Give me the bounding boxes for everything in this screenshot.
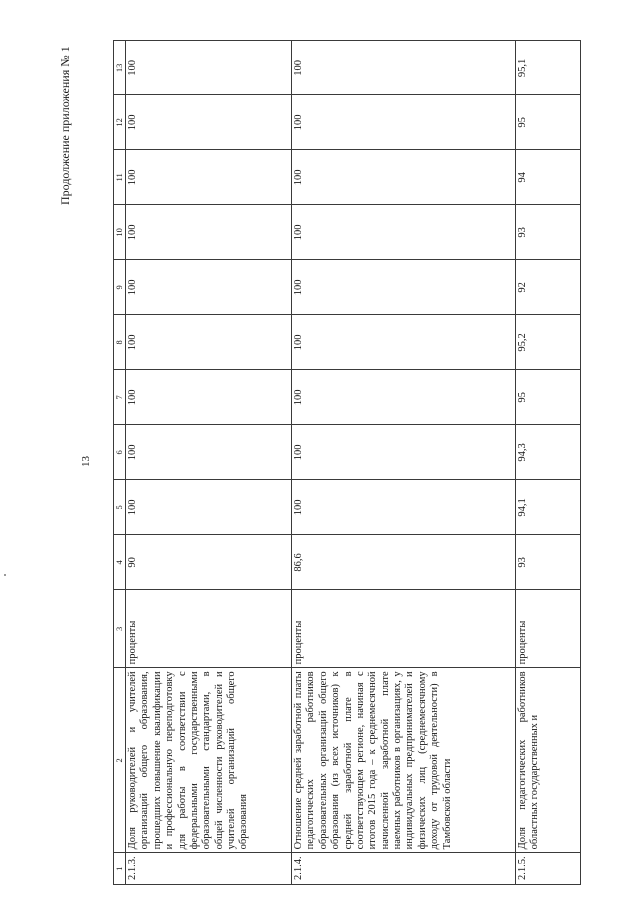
indicator-description: Отношение средней заработной платы педагогических работников образовательных организаций общего образования (из всех источников) к средней заработной плате в соответствующем регионе, начиная с итогов 2015 года – к среднемесячной начисленной заработной плате наемных работников в организациях, у индивидуальных предпринимателей и физических лиц (среднемесячному доходу от трудовой деятельности) в Тамбовской области <box>292 668 516 853</box>
indicator-value: 93 <box>516 535 581 590</box>
indicator-value: 90 <box>126 535 292 590</box>
column-number: 10 <box>114 205 126 260</box>
column-number: 7 <box>114 370 126 425</box>
indicator-unit: проценты <box>126 590 292 668</box>
indicator-description: Доля педагогических работников областных государственных и <box>516 668 581 853</box>
indicator-value: 100 <box>126 150 292 205</box>
indicator-value: 100 <box>126 41 292 95</box>
indicator-value: 100 <box>126 315 292 370</box>
indicator-value: 94 <box>516 150 581 205</box>
indicator-value: 92 <box>516 260 581 315</box>
indicator-value: 100 <box>292 95 516 150</box>
column-number: 9 <box>114 260 126 315</box>
indicator-unit: проценты <box>516 590 581 668</box>
indicator-value: 100 <box>292 315 516 370</box>
indicator-value: 100 <box>292 480 516 535</box>
indicator-code: 2.1.5. <box>516 853 581 885</box>
indicator-value: 95 <box>516 370 581 425</box>
column-number: 13 <box>114 41 126 95</box>
indicator-value: 100 <box>126 205 292 260</box>
table-row <box>292 41 516 885</box>
appendix-title: Продолжение приложения № 1 <box>58 46 72 205</box>
indicator-value: 100 <box>292 150 516 205</box>
indicator-value: 100 <box>292 205 516 260</box>
indicator-value: 95,2 <box>516 315 581 370</box>
page-number: 13 <box>80 456 92 467</box>
indicator-value: 86,6 <box>292 535 516 590</box>
indicator-value: 100 <box>126 370 292 425</box>
table-row <box>516 41 581 885</box>
indicator-value: 100 <box>292 370 516 425</box>
column-number: 12 <box>114 95 126 150</box>
column-number: 11 <box>114 150 126 205</box>
indicator-value: 100 <box>292 41 516 95</box>
indicator-value: 100 <box>126 95 292 150</box>
indicator-code: 2.1.3. <box>126 853 292 885</box>
column-number: 4 <box>114 535 126 590</box>
indicator-value: 100 <box>126 480 292 535</box>
indicator-value: 100 <box>126 425 292 480</box>
column-number: 2 <box>114 668 126 853</box>
indicator-code: 2.1.4. <box>292 853 516 885</box>
column-number: 5 <box>114 480 126 535</box>
indicator-value: 94,1 <box>516 480 581 535</box>
column-number: 1 <box>114 853 126 885</box>
indicator-value: 100 <box>126 260 292 315</box>
scan-speck <box>4 574 6 576</box>
indicator-value: 95,1 <box>516 41 581 95</box>
column-number: 6 <box>114 425 126 480</box>
indicator-unit: проценты <box>292 590 516 668</box>
indicator-value: 94,3 <box>516 425 581 480</box>
indicator-value: 100 <box>292 260 516 315</box>
column-number: 8 <box>114 315 126 370</box>
indicator-value: 93 <box>516 205 581 260</box>
indicators-table <box>113 40 581 885</box>
column-number-row <box>114 41 126 885</box>
indicator-value: 100 <box>292 425 516 480</box>
column-number: 3 <box>114 590 126 668</box>
indicator-value: 95 <box>516 95 581 150</box>
indicator-description: Доля руководителей и учителей организаций общего образования, прошедших повышение квалификации и профессиональную переподготовку для работы в соответствии с федеральными государственными образовательными стандартами, в общей численности руководителей и учителей организаций общего образования <box>126 668 292 853</box>
table-row <box>126 41 292 885</box>
